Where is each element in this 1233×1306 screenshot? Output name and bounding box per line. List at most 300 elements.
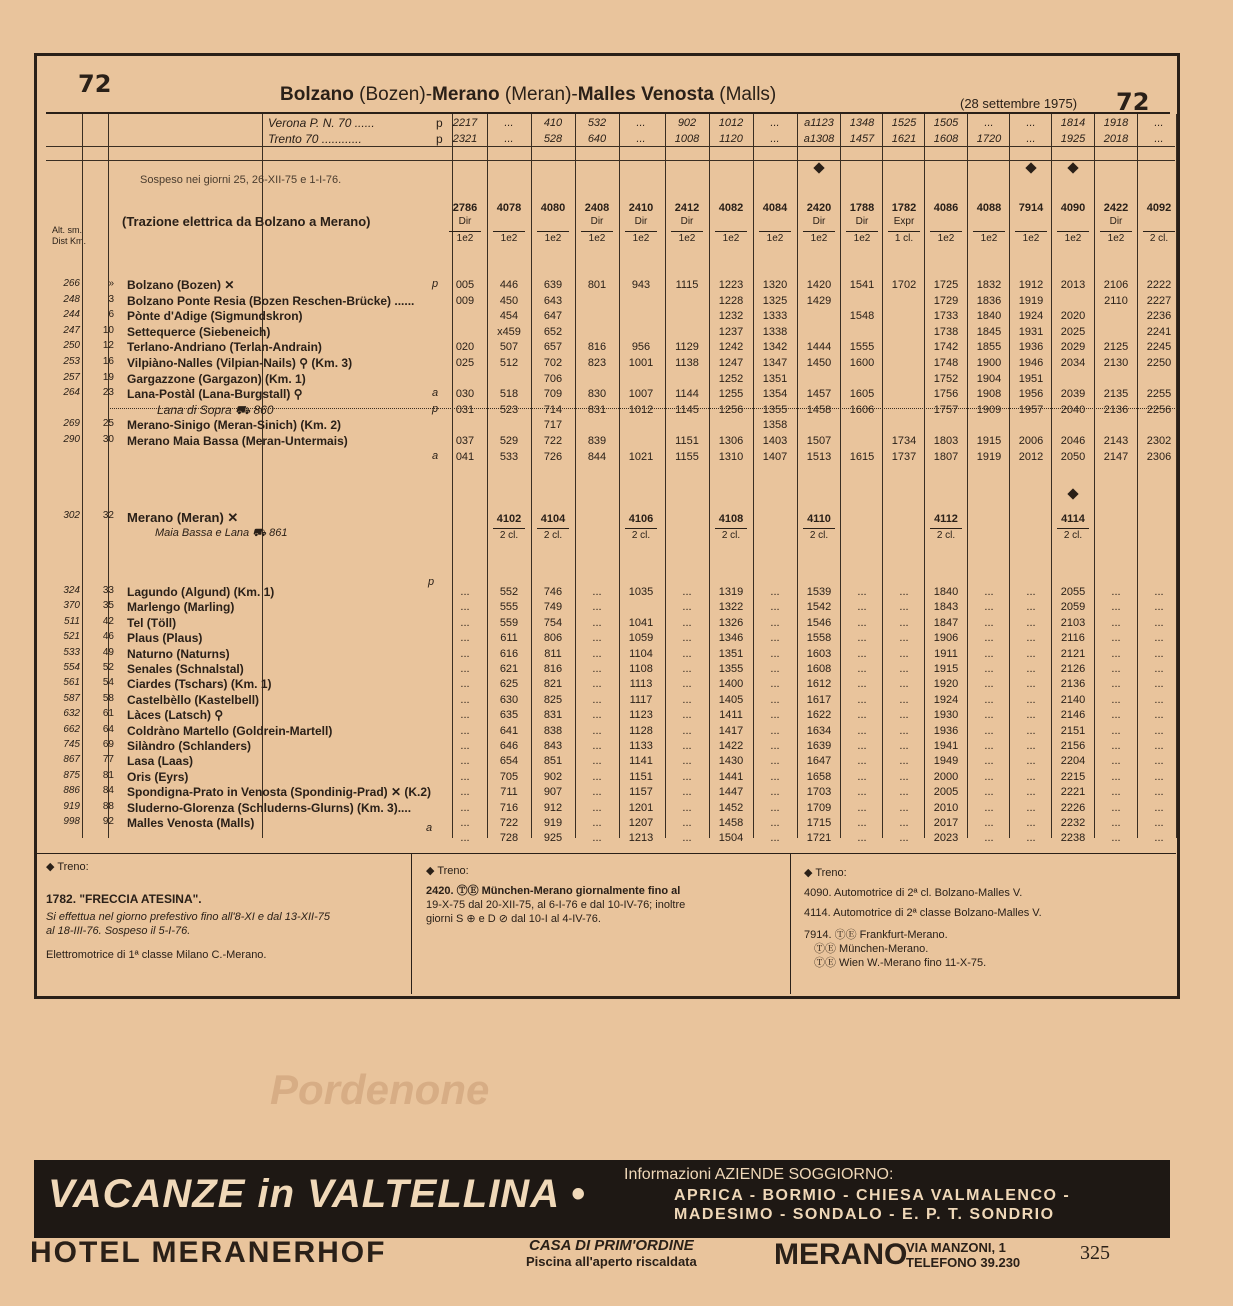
departure-time: ... — [770, 786, 780, 799]
departure-time: 1909 — [976, 403, 1002, 416]
departure-time: ... — [1111, 663, 1121, 675]
departure-time: 1201 — [628, 801, 654, 814]
origin-time: 1505 — [933, 117, 959, 129]
origin-time: 2018 — [1103, 133, 1129, 145]
departure-time: 2110 — [1104, 294, 1128, 307]
departure-time: 1855 — [976, 341, 1002, 354]
station-row: 561 54 Ciardes (Tschars) (Km. 1) — [63, 677, 272, 692]
departure-time: 1548 — [849, 310, 875, 323]
departure-time: 1207 — [628, 817, 654, 829]
departure-time: 005 — [455, 279, 475, 291]
train-header — [753, 201, 797, 246]
departure-time: ... — [857, 632, 867, 645]
departure-time: ... — [857, 709, 867, 722]
departure-time: ... — [682, 616, 692, 629]
departure-time: ... — [592, 693, 602, 706]
departure-time: 844 — [587, 450, 607, 463]
departure-time: 825 — [543, 693, 563, 706]
departure-time: ... — [1111, 755, 1121, 768]
departure-time: ... — [1026, 601, 1036, 614]
row-divider — [46, 160, 1175, 161]
departure-time: 919 — [543, 817, 563, 829]
departure-time: 1400 — [718, 678, 744, 691]
departure-time: 1919 — [1018, 294, 1044, 307]
train-number: 4092 — [1146, 202, 1172, 214]
origin-time: ... — [504, 133, 514, 145]
departure-time: 2136 — [1103, 403, 1129, 416]
train-type — [487, 215, 531, 229]
train-header — [1009, 201, 1053, 246]
train-number: 1782 — [891, 202, 917, 214]
station-row: 266 » Bolzano (Bozen) ✕ — [63, 278, 235, 292]
departure-time: ... — [1154, 586, 1164, 598]
departure-time: 2125 — [1103, 341, 1129, 354]
train-header — [531, 201, 575, 246]
departure-time: 1021 — [628, 450, 654, 463]
departure-time: ... — [1111, 817, 1121, 829]
origin-station-name: Trento 70 ............ — [268, 132, 362, 146]
departure-time: ... — [984, 678, 994, 691]
header-rule — [46, 112, 1170, 114]
departure-time: 533 — [499, 450, 519, 463]
train-type: Dir — [812, 216, 826, 227]
train-type: Expr — [893, 216, 915, 227]
departure-time: ... — [460, 632, 470, 645]
origin-flag: p — [436, 132, 443, 146]
train-class: 2 cl. — [537, 528, 569, 543]
train-header — [619, 512, 663, 543]
train-header — [1051, 201, 1095, 246]
departure-time: ... — [899, 693, 909, 706]
departure-time: ... — [682, 801, 692, 814]
train-number: 2410 — [628, 202, 654, 214]
departure-time: 641 — [499, 724, 519, 737]
departure-time: ... — [984, 632, 994, 645]
departure-time: 2025 — [1060, 325, 1086, 338]
station-row: 253 16 Vilpiàno-Nalles (Vilpian-Nails) ⚲ (Km. 3) — [63, 356, 353, 370]
departure-time: 025 — [455, 357, 475, 369]
departure-time: 1911 — [934, 647, 958, 660]
train-class: 2 cl. — [493, 528, 525, 543]
departure-time: 2136 — [1060, 678, 1086, 691]
departure-time: 801 — [587, 279, 607, 291]
train-type — [1051, 215, 1095, 229]
departure-time: 1447 — [718, 786, 744, 799]
departure-time: 728 — [499, 832, 519, 845]
note-2420: ◆ Treno: 2420. ⓉⒺ München-Merano giornalmente fino al 19-X-75 dal 20-XII-75, al 6-I-76 e dal 10-IV-76; inoltre giorni S ⊕ e D ⊘ dal 10-I al 4-IV-76. — [426, 865, 686, 925]
table-number-right: 72 — [1116, 88, 1150, 116]
departure-time: ... — [984, 616, 994, 629]
station-row: 290 30 Merano Maia Bassa (Meran-Untermais) — [63, 434, 348, 448]
origin-time: 1120 — [719, 133, 743, 145]
train-header — [709, 201, 753, 246]
departure-time: 925 — [543, 832, 563, 845]
departure-time: ... — [857, 724, 867, 737]
departure-time: ... — [1154, 616, 1164, 629]
departure-time: 1358 — [762, 419, 788, 432]
departure-time: 1145 — [675, 403, 699, 416]
departure-time: 625 — [499, 678, 519, 691]
origin-time: 1621 — [891, 133, 917, 145]
departure-time: ... — [857, 663, 867, 675]
departure-time: 1155 — [675, 450, 699, 463]
origin-time: a1308 — [803, 133, 835, 145]
departure-time: 1338 — [762, 325, 788, 338]
departure-time: 1422 — [718, 740, 744, 752]
departure-time: 726 — [543, 450, 563, 463]
train-type: Dir — [1109, 216, 1123, 227]
departure-time: ... — [460, 586, 470, 598]
departure-time: 1603 — [806, 647, 832, 660]
departure-time: ... — [1154, 693, 1164, 706]
departure-time: 552 — [499, 586, 519, 598]
departure-time: ... — [682, 663, 692, 675]
departure-time: 2116 — [1061, 632, 1085, 645]
departure-time: 1737 — [891, 450, 917, 463]
notes-divider — [790, 854, 791, 994]
departure-time: ... — [1111, 678, 1121, 691]
departure-time: 1843 — [933, 601, 959, 614]
origin-time: ... — [984, 117, 994, 129]
origin-time: 1608 — [933, 133, 959, 145]
departure-time: 749 — [543, 601, 563, 614]
departure-time: 2245 — [1146, 341, 1172, 354]
departure-time: x459 — [497, 325, 521, 338]
departure-time: ... — [1026, 724, 1036, 737]
departure-time: 1906 — [933, 632, 959, 645]
departure-time: ... — [1026, 817, 1036, 829]
departure-time: 1847 — [933, 616, 959, 629]
train-type: Dir — [855, 216, 869, 227]
note-4090-4114-7914: ◆ Treno: 4090. Automotrice di 2ª cl. Bolzano-Malles V. 4114. Automotrice di 2ª classe Bolzano-Malles V. 7914. ⓉⒺ Frankfurt-Merano. ⓉⒺ München-Merano. ⓉⒺ Wien W.-Merano fino 11-X-75. — [804, 867, 1042, 969]
departure-time: ... — [460, 678, 470, 691]
departure-time: 1615 — [849, 450, 875, 463]
departure-time: 1546 — [806, 616, 832, 629]
train-number: 4090 — [1060, 202, 1086, 214]
train-number: 2412 — [674, 202, 700, 214]
departure-time: ... — [770, 632, 780, 645]
departure-time: 2302 — [1146, 435, 1172, 447]
departure-time: 2222 — [1146, 279, 1172, 291]
row-divider — [46, 146, 1175, 147]
departure-time: 717 — [543, 419, 563, 432]
departure-time: 2130 — [1103, 357, 1129, 369]
departure-time: 2034 — [1060, 357, 1086, 369]
departure-time: 1908 — [976, 388, 1002, 401]
departure-time: 1417 — [718, 724, 744, 737]
departure-time: 821 — [543, 678, 563, 691]
departure-time: ... — [857, 770, 867, 783]
origin-time: ... — [636, 117, 646, 129]
departure-time: 1255 — [718, 388, 744, 401]
departure-time: ... — [460, 616, 470, 629]
departure-time: 1403 — [762, 435, 788, 447]
departure-time: 1115 — [675, 279, 699, 291]
departure-time: ... — [770, 663, 780, 675]
departure-time: 1539 — [806, 586, 832, 598]
departure-time: 2006 — [1018, 435, 1044, 447]
departure-time: 1429 — [806, 294, 832, 307]
departure-time: 1936 — [1018, 341, 1044, 354]
departure-time: ... — [1111, 801, 1121, 814]
origin-time: 1348 — [849, 117, 875, 129]
origin-time: 1720 — [976, 133, 1002, 145]
departure-time: 816 — [587, 341, 607, 354]
departure-time: 1444 — [806, 341, 832, 354]
departure-time: ... — [1026, 616, 1036, 629]
train-header — [1051, 512, 1095, 543]
departure-time: ... — [857, 740, 867, 752]
departure-time: ... — [1026, 832, 1036, 845]
departure-time: ... — [770, 709, 780, 722]
departure-time: ... — [770, 817, 780, 829]
ad-valtellina — [34, 1160, 1170, 1238]
train-type: Dir — [680, 216, 694, 227]
departure-time: 2232 — [1060, 817, 1086, 829]
station-row: 264 23 Lana-Postàl (Lana-Burgstall) ⚲ — [63, 387, 303, 402]
train-number: 2786 — [452, 202, 478, 214]
ad-hotel-meranerhof — [30, 1236, 1170, 1276]
departure-time: 1319 — [718, 586, 744, 598]
train-class: 1 cl. — [888, 231, 920, 246]
departure-time: 1223 — [718, 279, 744, 291]
departure-time: ... — [682, 678, 692, 691]
departure-time: 1237 — [718, 325, 744, 338]
departure-time: 1256 — [718, 403, 744, 416]
departure-time: 1738 — [933, 325, 959, 338]
departure-time: 2029 — [1060, 341, 1086, 354]
departure-time: ... — [770, 724, 780, 737]
departure-time: 1113 — [629, 678, 653, 691]
departure-time: 943 — [631, 279, 651, 291]
departure-time: 709 — [543, 388, 563, 401]
departure-time: 851 — [543, 755, 563, 768]
train-type: Dir — [458, 216, 472, 227]
departure-time: ... — [1111, 724, 1121, 737]
departure-time: ... — [682, 740, 692, 752]
departure-time: 838 — [543, 724, 563, 737]
departure-time: ... — [1154, 786, 1164, 799]
departure-time: 2135 — [1103, 388, 1129, 401]
departure-time: 1325 — [762, 294, 788, 307]
departure-time: ... — [984, 801, 994, 814]
departure-time: ... — [460, 709, 470, 722]
departure-time: 611 — [500, 632, 518, 645]
departure-time: ... — [682, 586, 692, 598]
departure-time: 705 — [499, 770, 519, 783]
station-row: 324 33 Lagundo (Algund) (Km. 1) — [63, 585, 275, 599]
traction-note: (Trazione elettrica da Bolzano a Merano) — [122, 214, 371, 229]
departure-time: 2023 — [933, 832, 959, 845]
departure-time: 1138 — [675, 357, 699, 369]
departure-time: ... — [1154, 740, 1164, 752]
departure-time: ... — [682, 770, 692, 783]
train-header — [531, 512, 575, 543]
departure-time: 1742 — [933, 341, 959, 354]
departure-time: 2126 — [1060, 663, 1086, 675]
departure-time: ... — [460, 801, 470, 814]
departure-time: 041 — [455, 450, 475, 463]
origin-time: ... — [504, 117, 514, 129]
departure-time: 529 — [499, 435, 519, 447]
departure-time: 1012 — [628, 403, 654, 416]
departure-time: ... — [770, 616, 780, 629]
origin-time: 1457 — [849, 133, 875, 145]
departure-time: ... — [857, 601, 867, 614]
departure-time: 1721 — [806, 832, 832, 845]
departure-time: ... — [770, 678, 780, 691]
departure-time: ... — [592, 663, 602, 675]
departure-time: 1059 — [628, 632, 654, 645]
departure-time: 902 — [543, 770, 563, 783]
departure-time: 512 — [499, 357, 519, 369]
notes-section — [36, 853, 1176, 999]
departure-time: ... — [1026, 709, 1036, 722]
station-flag: p — [428, 576, 435, 588]
departure-time: 1458 — [806, 403, 832, 416]
origin-time: ... — [770, 117, 780, 129]
train-class: 2 cl. — [625, 528, 657, 543]
departure-time: ... — [899, 616, 909, 629]
departure-time: ... — [460, 693, 470, 706]
station-row: 521 46 Plaus (Plaus) — [63, 631, 203, 646]
departure-time: ... — [460, 663, 470, 675]
departure-time: ... — [984, 770, 994, 783]
departure-time: ... — [592, 647, 602, 660]
train-number: 4106 — [628, 513, 654, 525]
departure-time: ... — [770, 601, 780, 614]
departure-time: 1320 — [762, 279, 788, 291]
train-number: 2420 — [806, 202, 832, 214]
station-row: 662 64 Coldràno Martello (Goldrein-Martell) — [63, 723, 333, 738]
departure-time: ... — [1111, 740, 1121, 752]
departure-time: ... — [984, 786, 994, 799]
station-flag: a — [426, 822, 433, 834]
departure-time: ... — [592, 740, 602, 752]
train-number: 1788 — [849, 202, 875, 214]
train-header — [665, 201, 709, 246]
departure-time: 2055 — [1060, 586, 1086, 598]
departure-time: ... — [770, 647, 780, 660]
departure-time: 1228 — [718, 294, 744, 307]
station-row: 257 19 Gargazzone (Gargazon) (Km. 1) — [63, 371, 306, 386]
departure-time: 2140 — [1060, 693, 1086, 706]
train-number: 4112 — [934, 513, 958, 525]
departure-time: ... — [1154, 801, 1164, 814]
departure-time: 1658 — [806, 770, 832, 783]
departure-time: 843 — [543, 740, 563, 752]
train-header — [924, 512, 968, 543]
departure-time: ... — [1026, 663, 1036, 675]
departure-time: 1912 — [1018, 279, 1044, 291]
departure-time: 1703 — [806, 786, 832, 799]
station-row: 533 49 Naturno (Naturns) — [63, 646, 230, 661]
departure-time: 1558 — [806, 632, 832, 645]
departure-time: 706 — [543, 372, 563, 385]
departure-time: 1951 — [1018, 372, 1044, 385]
departure-time: ... — [1111, 770, 1121, 783]
departure-time: 654 — [499, 755, 519, 768]
page-number: 325 — [1080, 1242, 1110, 1264]
departure-time: 2103 — [1060, 616, 1086, 629]
edition-date: (28 settembre 1975) — [960, 96, 1078, 111]
departure-time: ... — [857, 693, 867, 706]
departure-time: 1836 — [976, 294, 1002, 307]
departure-time: 2000 — [933, 770, 959, 783]
origin-flag: p — [436, 116, 443, 130]
departure-time: 1840 — [933, 586, 959, 598]
train-type — [753, 215, 797, 229]
departure-time: 2226 — [1060, 801, 1086, 814]
departure-time: 2005 — [933, 786, 959, 799]
origin-time: 1918 — [1103, 117, 1129, 129]
departure-time: 450 — [499, 294, 519, 307]
departure-time: ... — [1026, 647, 1036, 660]
departure-time: 518 — [499, 388, 519, 401]
departure-time: 1351 — [718, 647, 744, 660]
departure-time: ... — [899, 724, 909, 737]
departure-time: 912 — [543, 801, 563, 814]
departure-time: ... — [1154, 817, 1164, 829]
departure-time: 2306 — [1146, 450, 1172, 463]
departure-time: ... — [460, 647, 470, 660]
departure-time: 806 — [543, 632, 563, 645]
train-type — [967, 215, 1011, 229]
departure-time: 1803 — [933, 435, 959, 447]
note-freccia-atesina: ◆ Treno: 1782. "FRECCIA ATESINA". Si effettua nel giorno prefestivo fino all'8-XI e dal 13-XII-75 al 18-III-76. Sospeso il 5-I-76. Elettromotrice di 1ª classe Milano C.-Merano. — [46, 861, 330, 961]
departure-time: 652 — [543, 325, 563, 338]
suspended-note: Sospeso nei giorni 25, 26-XII-75 e 1-I-76. — [140, 174, 342, 186]
train-class: 1e2 — [1100, 231, 1132, 246]
departure-time: ... — [1026, 693, 1036, 706]
departure-time: ... — [770, 586, 780, 598]
departure-time: 1310 — [718, 450, 744, 463]
departure-time: 907 — [543, 786, 563, 799]
departure-time: 1807 — [933, 450, 959, 463]
departure-time: 1931 — [1018, 325, 1044, 338]
departure-time: ... — [1154, 601, 1164, 614]
departure-time: 1129 — [675, 341, 699, 354]
departure-time: ... — [899, 801, 909, 814]
station-flag: a — [432, 387, 439, 400]
departure-time: 2106 — [1103, 279, 1129, 291]
departure-time: ... — [899, 770, 909, 783]
departure-time: ... — [460, 755, 470, 768]
departure-time: 816 — [543, 663, 563, 675]
origin-time: a1123 — [804, 117, 834, 129]
departure-time: 1946 — [1018, 357, 1044, 369]
departure-time: 1733 — [933, 310, 959, 323]
departure-time: 1748 — [933, 357, 959, 369]
departure-time: ... — [1026, 755, 1036, 768]
train-number: 4114 — [1061, 513, 1085, 525]
train-class: 1e2 — [1015, 231, 1047, 246]
departure-time: ... — [1111, 616, 1121, 629]
train-class: 2 cl. — [1057, 528, 1089, 543]
departure-time: 1108 — [629, 663, 653, 675]
departure-time: ... — [1154, 663, 1164, 675]
departure-time: 1936 — [933, 724, 959, 737]
departure-time: 446 — [499, 279, 519, 291]
train-number: 7914 — [1018, 202, 1044, 214]
departure-time: ... — [984, 693, 994, 706]
departure-time: 746 — [543, 586, 563, 598]
departure-time: 1420 — [806, 279, 832, 291]
departure-time: ... — [592, 586, 602, 598]
departure-time: 2012 — [1018, 450, 1044, 463]
departure-time: 2151 — [1060, 724, 1086, 737]
departure-time: 1151 — [675, 435, 699, 447]
